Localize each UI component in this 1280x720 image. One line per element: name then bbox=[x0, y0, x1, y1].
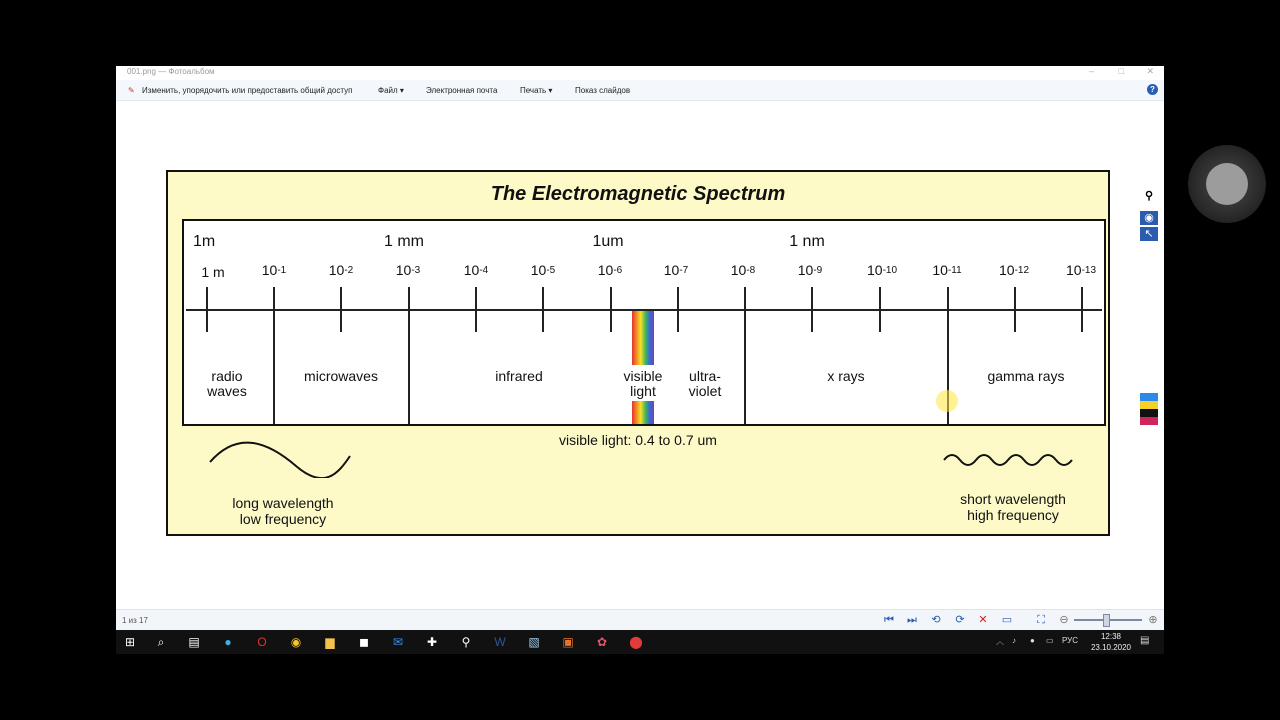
tick-label: $10^{-1}$ bbox=[261, 262, 287, 278]
tick-label: $10^{-11}$ bbox=[932, 262, 962, 278]
network-icon[interactable]: ▭ bbox=[1046, 636, 1054, 645]
visible-spectrum-band bbox=[632, 311, 654, 365]
notes-icon[interactable]: ▧ bbox=[528, 635, 540, 649]
recorder-icon[interactable]: ⬤ bbox=[629, 635, 643, 649]
menu-edit-share[interactable]: Изменить, упорядочить или предоставить общий доступ bbox=[142, 86, 353, 95]
lang-indicator[interactable]: РУС bbox=[1062, 636, 1079, 645]
region-radio-waves: radio waves bbox=[207, 368, 247, 399]
notifications-icon[interactable]: ▤ bbox=[1140, 635, 1150, 646]
tick-label: $10^{-13}$ bbox=[1065, 262, 1097, 278]
scale-label-1m: 1m bbox=[193, 233, 216, 250]
minimize-button[interactable]: – bbox=[1088, 66, 1094, 76]
clipboard-icon[interactable]: ▤ bbox=[1143, 378, 1155, 390]
taskbar bbox=[116, 630, 1164, 654]
delete-icon[interactable]: ✕ bbox=[978, 614, 988, 626]
zoom-out-icon[interactable]: ⊖ bbox=[1059, 614, 1069, 626]
clock[interactable]: 12:38 23.10.2020 bbox=[1090, 632, 1132, 652]
tick-mark bbox=[542, 287, 544, 332]
tick-mark bbox=[340, 287, 342, 332]
start-icon[interactable]: ⊞ bbox=[124, 635, 136, 649]
menu-email[interactable]: Электронная почта bbox=[426, 86, 498, 95]
short-wave-caption: short wavelength high frequency bbox=[960, 491, 1066, 523]
undo-icon[interactable]: ↶ bbox=[1144, 312, 1154, 324]
close-button[interactable]: ✕ bbox=[1146, 66, 1154, 76]
help-icon[interactable]: ? bbox=[1147, 84, 1158, 95]
photo-viewer-window bbox=[116, 66, 1164, 654]
eraser-icon[interactable]: ◇ bbox=[1144, 279, 1154, 291]
tick-label: $10^{-3}$ bbox=[395, 262, 421, 278]
tick-mark bbox=[677, 287, 679, 332]
title-bar bbox=[116, 66, 1164, 79]
tick-label: $10^{-12}$ bbox=[998, 262, 1030, 278]
menu-print[interactable]: Печать ▾ bbox=[520, 86, 553, 95]
tick-mark bbox=[1014, 287, 1016, 332]
app-icon[interactable]: ▣ bbox=[562, 635, 574, 649]
search-icon[interactable]: ⌕ bbox=[157, 635, 165, 649]
zoom-in-icon[interactable]: ⊕ bbox=[1148, 614, 1158, 626]
tick-label: $10^{-9}$ bbox=[797, 262, 823, 278]
tray-chevron-icon[interactable]: ︿ bbox=[996, 637, 1004, 646]
task-view-icon[interactable]: ▤ bbox=[188, 635, 200, 649]
image-counter: 1 из 17 bbox=[122, 616, 148, 625]
short-wave-icon bbox=[938, 448, 1088, 478]
tick-label: $10^{-6}$ bbox=[597, 262, 623, 278]
scale-label-1nm: 1 nm bbox=[789, 233, 825, 250]
fit-window-icon[interactable]: ⛶ bbox=[1037, 614, 1045, 626]
tick-mark bbox=[475, 287, 477, 332]
eye-icon[interactable]: ◉ bbox=[1140, 211, 1158, 225]
maximize-button[interactable]: □ bbox=[1118, 66, 1124, 76]
rotate-left-icon[interactable]: ⟲ bbox=[931, 614, 941, 626]
slideshow-icon[interactable]: ▭ bbox=[1001, 614, 1013, 626]
dot-icon[interactable]: • bbox=[1147, 296, 1151, 308]
chrome-icon[interactable]: ◉ bbox=[290, 635, 302, 649]
word-icon[interactable]: W bbox=[494, 635, 506, 649]
tick-label: $10^{-2}$ bbox=[328, 262, 354, 278]
tick-label: $10^{-10}$ bbox=[866, 262, 898, 278]
settings-icon[interactable]: ✚ bbox=[426, 635, 438, 649]
next-image-icon[interactable]: ⏭ bbox=[907, 614, 917, 626]
menu-slideshow[interactable]: Показ слайдов bbox=[575, 86, 631, 95]
image-viewport bbox=[116, 101, 1164, 608]
long-wave-icon bbox=[208, 438, 358, 478]
long-wave-caption: long wavelength low frequency bbox=[232, 495, 334, 527]
cursor-icon[interactable]: ↖ bbox=[1140, 227, 1158, 241]
pen-icon[interactable]: ✎ bbox=[1144, 246, 1154, 258]
region-divider bbox=[744, 287, 746, 424]
screenshot-icon[interactable]: ◘ bbox=[1145, 361, 1153, 373]
tick-label: $10^{-5}$ bbox=[530, 262, 556, 278]
store-icon[interactable]: ◼ bbox=[359, 635, 369, 649]
zoom-slider-thumb[interactable] bbox=[1103, 614, 1110, 627]
slide-title: The Electromagnetic Spectrum bbox=[490, 183, 786, 205]
color-palette[interactable] bbox=[1140, 393, 1158, 425]
tick-mark bbox=[1081, 287, 1083, 332]
photos-icon[interactable]: ✿ bbox=[596, 635, 608, 649]
menu-bar bbox=[116, 80, 1164, 101]
edge-icon[interactable]: ● bbox=[224, 635, 232, 649]
visible-spectrum-band bbox=[632, 401, 654, 424]
tick-mark bbox=[879, 287, 881, 332]
region-divider bbox=[408, 287, 410, 424]
region-gamma-rays: gamma rays bbox=[987, 368, 1065, 384]
rotate-right-icon[interactable]: ⟳ bbox=[955, 614, 965, 626]
camera-tool-icon[interactable]: ▣ bbox=[1143, 345, 1155, 357]
visible-light-range-note: visible light: 0.4 to 0.7 um bbox=[559, 432, 717, 448]
first-image-icon[interactable]: ⏮ bbox=[884, 614, 894, 626]
tick-mark bbox=[811, 287, 813, 332]
maps-icon[interactable]: ⚲ bbox=[461, 635, 471, 649]
explorer-icon[interactable]: ▆ bbox=[325, 635, 335, 649]
menu-file[interactable]: Файл ▾ bbox=[378, 86, 404, 95]
short-wavelength-group bbox=[938, 448, 1088, 523]
window-title: 001.png — Фотоальбом bbox=[127, 67, 215, 76]
long-wavelength-group bbox=[208, 438, 358, 527]
opera-icon[interactable]: O bbox=[257, 635, 267, 649]
tick-mark bbox=[610, 287, 612, 332]
spectrum-scale-box bbox=[182, 219, 1106, 426]
line-icon[interactable]: ╱ bbox=[1145, 263, 1153, 275]
scale-label-1mm: 1 mm bbox=[384, 233, 424, 250]
webcam-overlay bbox=[1188, 145, 1266, 223]
spectrum-slide bbox=[166, 170, 1110, 536]
region-x-rays: x rays bbox=[827, 368, 865, 384]
annotation-toolbar bbox=[1139, 187, 1159, 427]
tick-label: $10^{-8}$ bbox=[730, 262, 756, 278]
tick-label: $10^{-4}$ bbox=[463, 262, 489, 278]
volume-icon[interactable]: ♪ bbox=[1012, 636, 1016, 645]
cursor-highlight bbox=[936, 390, 958, 412]
tick-mark bbox=[206, 287, 208, 332]
tick-label: $10^{-7}$ bbox=[663, 262, 689, 278]
mic-icon[interactable]: ● bbox=[1030, 636, 1035, 645]
mail-icon[interactable]: ✉ bbox=[392, 635, 404, 649]
region-visible-light: visible light bbox=[623, 368, 663, 399]
region-ultraviolet: ultra- violet bbox=[688, 368, 722, 399]
pointer-tool-icon[interactable]: ⚲ bbox=[1140, 189, 1158, 203]
share-icon: ✎ bbox=[128, 86, 135, 95]
scale-label-1um: 1um bbox=[592, 233, 624, 250]
trash-icon[interactable]: ▥ bbox=[1143, 328, 1155, 340]
region-microwaves: microwaves bbox=[304, 368, 378, 384]
tick-label: 1 m bbox=[201, 264, 225, 280]
region-infrared: infrared bbox=[495, 368, 543, 384]
region-divider bbox=[273, 287, 275, 424]
status-bar bbox=[116, 609, 1164, 630]
